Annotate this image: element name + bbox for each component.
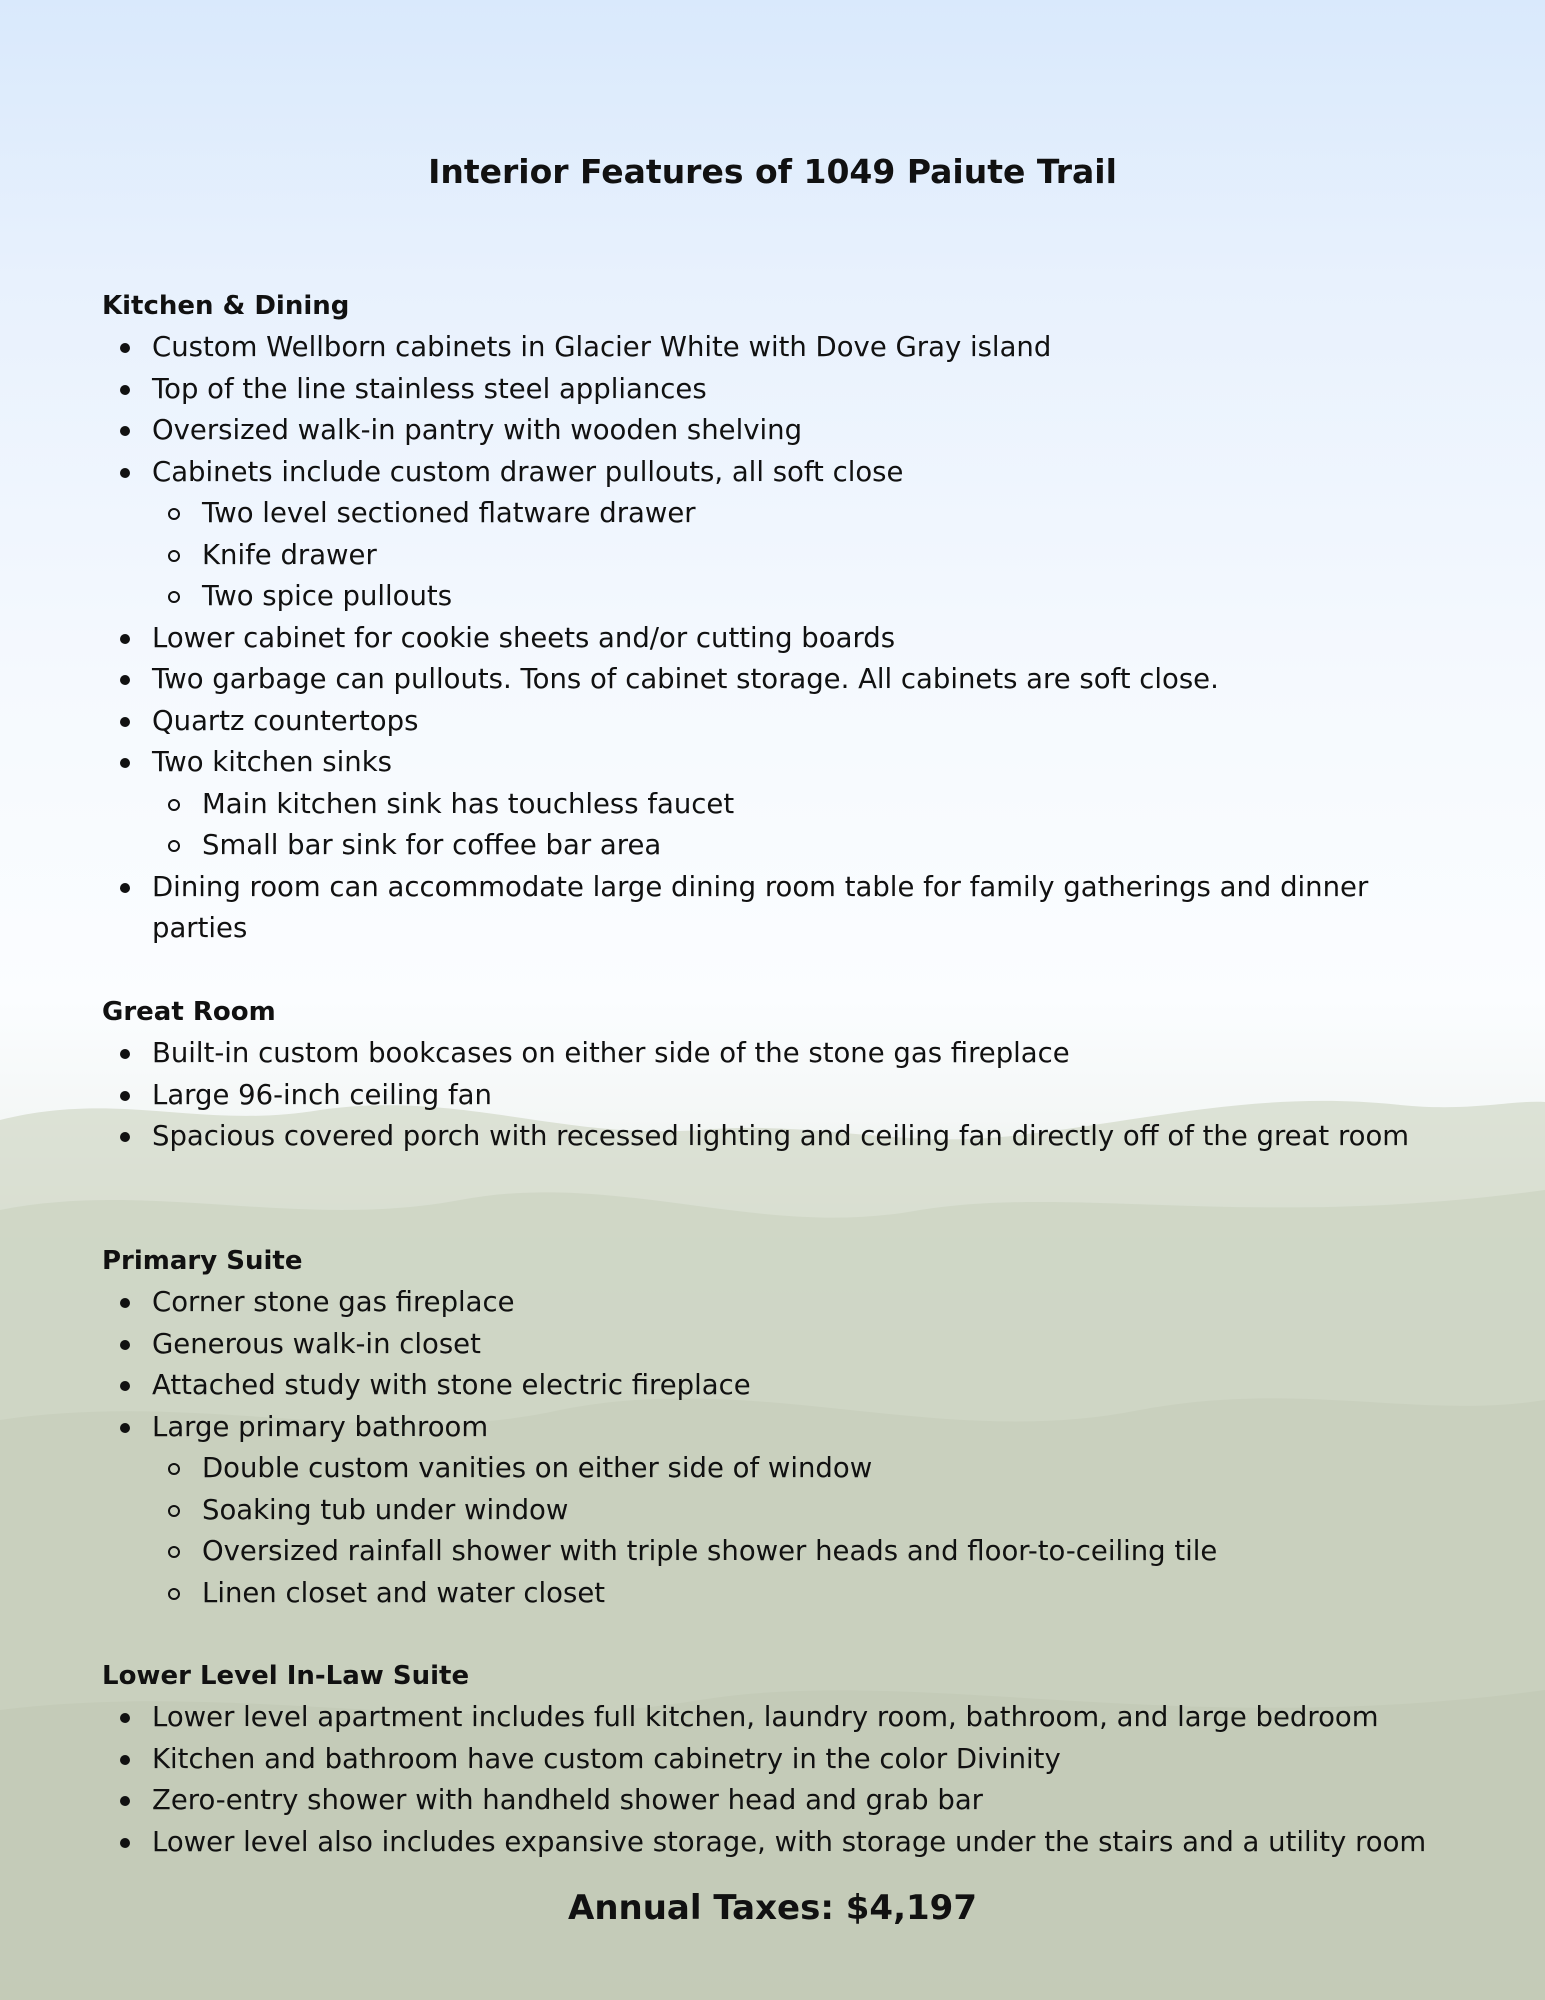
list-item: Cabinets include custom drawer pullouts, all soft close — [102, 452, 1442, 494]
list-item: Large 96-inch ceiling fan — [102, 1075, 1442, 1117]
sub-list-item: Main kitchen sink has touchless faucet — [102, 784, 1442, 826]
list-item: Spacious covered porch with recessed lighting and ceiling fan directly off of the great room — [102, 1116, 1442, 1158]
list-item: Generous walk-in closet — [102, 1324, 1442, 1366]
list-item: Two kitchen sinks — [102, 742, 1442, 784]
list-item: Dining room can accommodate large dining room table for family gatherings and dinner parties — [102, 867, 1442, 950]
kitchen-feature-list — [102, 327, 1442, 950]
list-item: Lower cabinet for cookie sheets and/or cutting boards — [102, 618, 1442, 660]
sub-list-item: Two spice pullouts — [102, 576, 1442, 618]
section-heading-great-room: Great Room — [102, 997, 276, 1027]
great-room-section — [102, 991, 1442, 1158]
sub-list-item: Double custom vanities on either side of window — [102, 1448, 1442, 1490]
sub-list-item: Knife drawer — [102, 535, 1442, 577]
list-item: Lower level also includes expansive storage, with storage under the stairs and a utility room — [102, 1822, 1442, 1864]
list-item: Oversized walk-in pantry with wooden shelving — [102, 410, 1442, 452]
primary-suite-section — [102, 1240, 1442, 1614]
sub-list-item: Soaking tub under window — [102, 1490, 1442, 1532]
list-item: Custom Wellborn cabinets in Glacier White with Dove Gray island — [102, 327, 1442, 369]
sub-list-item: Linen closet and water closet — [102, 1573, 1442, 1615]
list-item: Built-in custom bookcases on either side of the stone gas fireplace — [102, 1033, 1442, 1075]
kitchen-dining-section — [102, 285, 1442, 950]
sub-list-item: Two level sectioned flatware drawer — [102, 493, 1442, 535]
list-item: Top of the line stainless steel appliances — [102, 369, 1442, 411]
section-heading-primary-suite: Primary Suite — [102, 1246, 303, 1276]
list-item: Two garbage can pullouts. Tons of cabinet storage. All cabinets are soft close. — [102, 659, 1442, 701]
list-item: Quartz countertops — [102, 701, 1442, 743]
primary-suite-feature-list — [102, 1282, 1442, 1614]
list-item: Large primary bathroom — [102, 1407, 1442, 1449]
in-law-suite-section — [102, 1655, 1442, 1863]
sub-list-item: Oversized rainfall shower with triple shower heads and floor-to-ceiling tile — [102, 1531, 1442, 1573]
list-item: Zero-entry shower with handheld shower head and grab bar — [102, 1780, 1442, 1822]
sub-list-item: Small bar sink for coffee bar area — [102, 825, 1442, 867]
great-room-feature-list — [102, 1033, 1442, 1158]
list-item: Corner stone gas fireplace — [102, 1282, 1442, 1324]
section-heading-kitchen-dining: Kitchen & Dining — [102, 291, 350, 321]
list-item: Kitchen and bathroom have custom cabinetry in the color Divinity — [102, 1739, 1442, 1781]
list-item: Lower level apartment includes full kitchen, laundry room, bathroom, and large bedroom — [102, 1697, 1442, 1739]
page-title: Interior Features of 1049 Paiute Trail — [428, 152, 1117, 191]
annual-taxes: Annual Taxes: $4,197 — [568, 1888, 977, 1928]
section-heading-in-law-suite: Lower Level In-Law Suite — [102, 1661, 470, 1691]
in-law-suite-feature-list — [102, 1697, 1442, 1863]
list-item: Attached study with stone electric fireplace — [102, 1365, 1442, 1407]
